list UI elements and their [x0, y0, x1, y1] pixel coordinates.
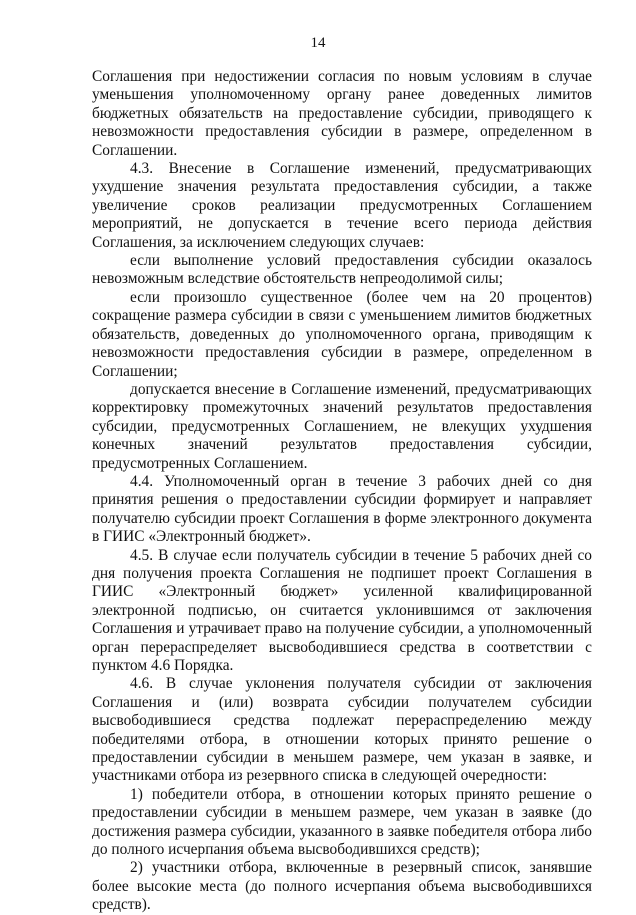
- paragraph-4-4: 4.4. Уполномоченный орган в течение 3 рабочих дней со дня принятия решения о предоставлении субсидии формирует и направляет получателю субсидии проект Соглашения в форме электронного документа в ГИИС «Электронный бюджет».: [92, 472, 592, 546]
- document-body: [92, 68, 592, 915]
- list-item-1: 1) победители отбора, в отношении которых принято решение о предоставлении субсидии в меньшем размере, чем указан в заявке (до достижения размера субсидии, указанного в заявке победителя отбора либо до полного исчерпания объема высвободившихся средств);: [92, 785, 592, 859]
- list-item-2: 2) участники отбора, включенные в резервный список, занявшие более высокие места (до полного исчерпания объема высвободившихся средств).: [92, 859, 592, 914]
- paragraph-exception-force-majeure: если выполнение условий предоставления субсидии оказалось невозможным вследствие обстоятельств непреодолимой силы;: [92, 252, 592, 288]
- paragraph-4-6: 4.6. В случае уклонения получателя субсидии от заключения Соглашения и (или) возврата субсидии получателем субсидии высвободившиеся средства подлежат перераспределению между победителями отбора, в отношении которых принято решение о предоставлении субсидии в меньшем размере, чем указан в заявке, и участниками отбора из резервного списка в следующей очередности:: [92, 675, 592, 785]
- paragraph-4-5: 4.5. В случае если получатель субсидии в течение 5 рабочих дней со дня получения проекта Соглашения не подпишет проект Соглашения в ГИИС «Электронный бюджет» усиленной квалифицированной электронной подписью, он считается уклонившимся от заключения Соглашения и утрачивает право на получение субсидии, а уполномоченный орган перераспределяет высвободившиеся средства в соответствии с пунктом 4.6 Порядка.: [92, 546, 592, 674]
- page-number: 14: [310, 35, 326, 51]
- paragraph-continuation: Соглашения при недостижении согласия по новым условиям в случае уменьшения уполномоченному органу ранее доведенных лимитов бюджетных обязательств на предоставление субсидии, приводящего к невозможности предоставления субсидии в размере, определенном в Соглашении.: [92, 68, 592, 159]
- paragraph-4-3: 4.3. Внесение в Соглашение изменений, предусматривающих ухудшение значения результата предоставления субсидии, а также увеличение сроков реализации предусмотренных Соглашением мероприятий, не допускается в течение всего периода действия Соглашения, за исключением следующих случаев:: [92, 160, 592, 251]
- paragraph-exception-intermediate: допускается внесение в Соглашение изменений, предусматривающих корректировку промежуточных значений результатов предоставления субсидии, предусмотренных Соглашением, не влекущих ухудшения конечных значений результатов предоставления субсидии, предусмотренных Соглашением.: [92, 380, 592, 472]
- paragraph-exception-reduction: если произошло существенное (более чем на 20 процентов) сокращение размера субсидии в связи с уменьшением лимитов бюджетных обязательств, доведенных до уполномоченного органа, приводящим к невозможности предоставления субсидии в размере, определенном в Соглашении;: [92, 288, 592, 380]
